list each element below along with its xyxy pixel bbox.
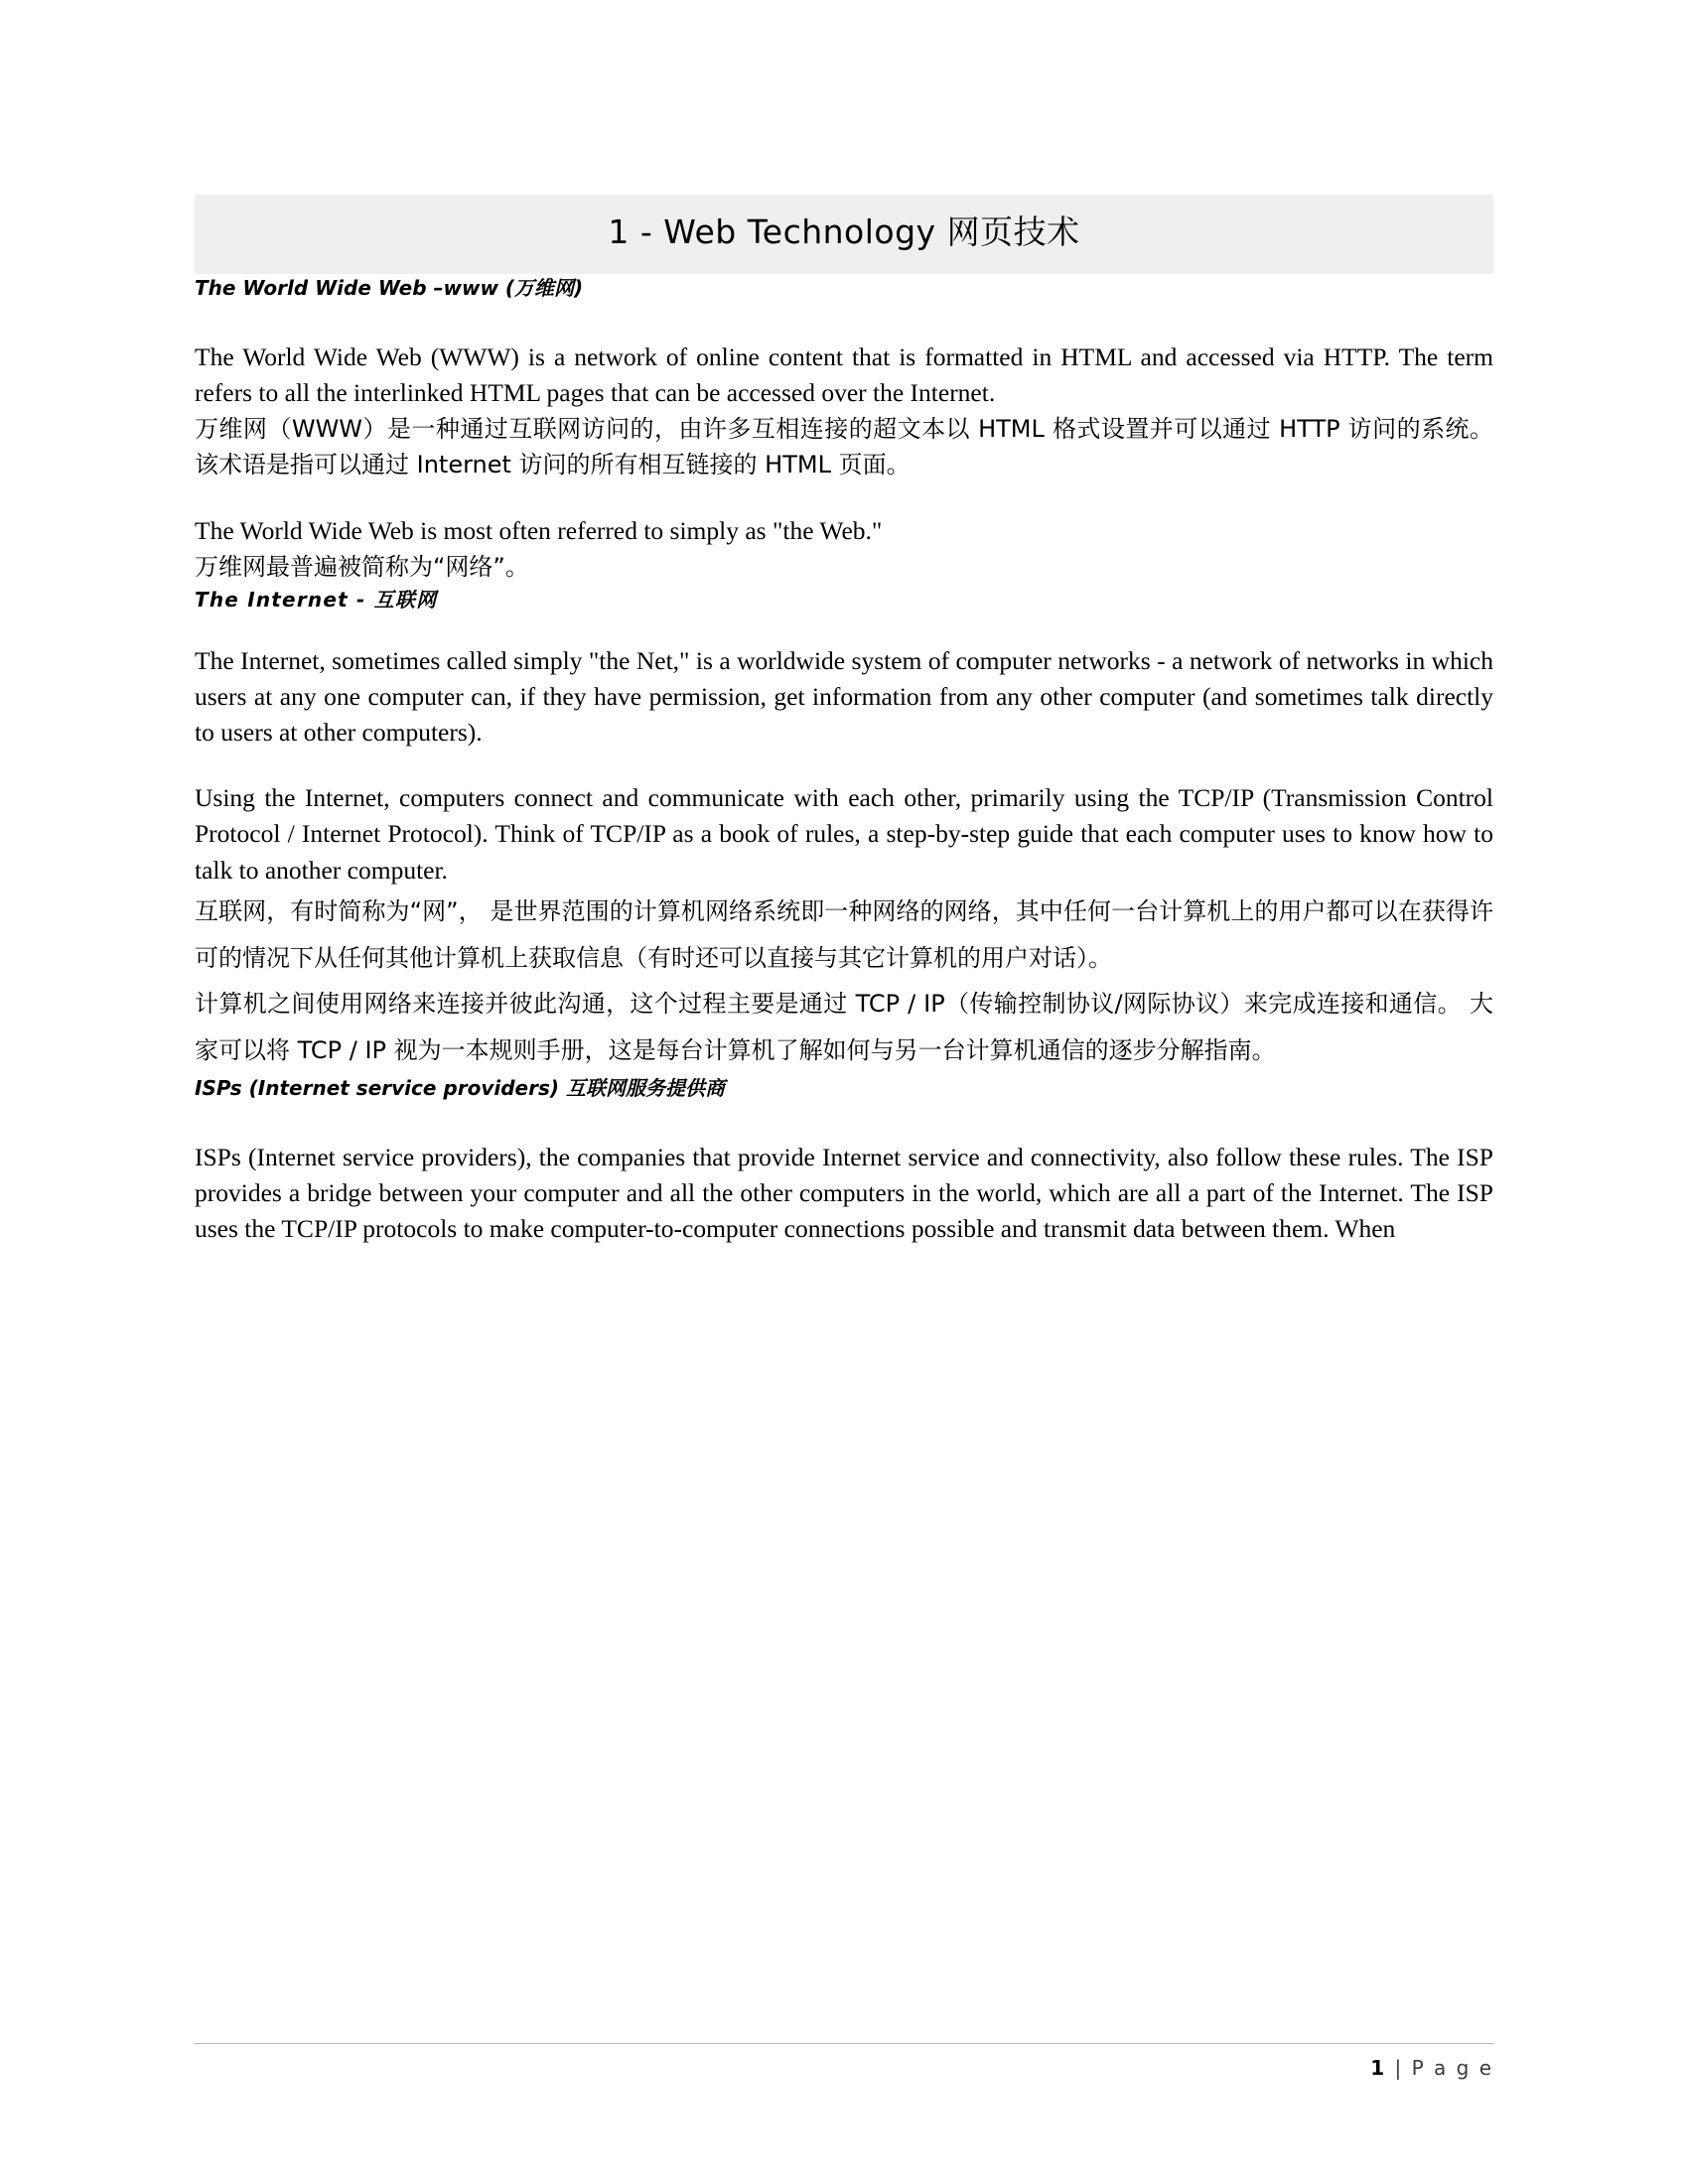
paragraph-www-en-1: The World Wide Web (WWW) is a network of online content that is formatted in HTML and accessed via HTTP. The term refers to all the interlinked HTML pages that can be accessed over the Internet. (195, 341, 1493, 407)
paragraph-internet-zh-1: 互联网，有时简称为“网”， 是世界范围的计算机网络系统即一种网络的网络，其中任何一台计算机上的用户都可以在获得许可的情况下从任何其他计算机上获取信息（有时还可以直接与其它计算机的用户对话）。 (195, 896, 1493, 972)
footer-page-indicator (195, 2044, 1493, 2080)
page-footer (195, 2043, 1493, 2080)
paragraph-internet-en-2: Using the Internet, computers connect and communicate with each other, primarily using the TCP/IP (Transmission Control Protocol / Internet Protocol). Think of TCP/IP as a book of rules, a step-by-step guide that each computer uses to know how to talk to another computer. (195, 783, 1493, 885)
paragraph-internet-zh-2: 计算机之间使用网络来连接并彼此沟通，这个过程主要是通过 TCP / IP（传输控制协议/网际协议）来完成连接和通信。 大家可以将 TCP / IP 视为一本规则手册，这是每台计算机了解如何与另一台计算机通信的逐步分解指南。 (195, 990, 1493, 1065)
section-heading-isps: ISPs (Internet service providers) 互联网服务提供商 (195, 1076, 725, 1101)
paragraph-www-zh-2: 万维网最普遍被简称为“网络”。 (195, 553, 529, 582)
paragraph-www-en-2: The World Wide Web is most often referred to simply as "the Web." (195, 515, 883, 545)
section-heading-internet: The Internet - 互联网 (195, 587, 438, 612)
footer-page-label: | P a g e (1394, 2056, 1493, 2080)
paragraph-www-zh-1: 万维网（WWW）是一种通过互联网访问的，由许多互相连接的超文本以 HTML 格式设置并可以通过 HTTP 访问的系统。 该术语是指可以通过 Internet 访问的所有相互链接的 HTML 页面。 (195, 415, 1493, 479)
document-body (195, 195, 1493, 1248)
footer-page-number: 1 (1370, 2056, 1387, 2080)
paragraph-isps-en-1: ISPs (Internet service providers), the companies that provide Internet service and connectivity, also follow these rules. The ISP provides a bridge between your computer and all the other computers in the world, which are all a part of the Internet. The ISP uses the TCP/IP protocols to make computer-to-computer connections possible and transmit data between them. When (195, 1143, 1493, 1244)
page-title: 1 - Web Technology 网页技术 (608, 212, 1080, 251)
section-heading-www: The World Wide Web –www (万维网) (195, 275, 584, 300)
document-title-banner (195, 195, 1493, 274)
paragraph-internet-en-1: The Internet, sometimes called simply "the Net," is a worldwide system of computer networks - a network of networks in which users at any one computer can, if they have permission, get information from any other computer (and sometimes talk directly to users at other computers). (195, 645, 1493, 748)
